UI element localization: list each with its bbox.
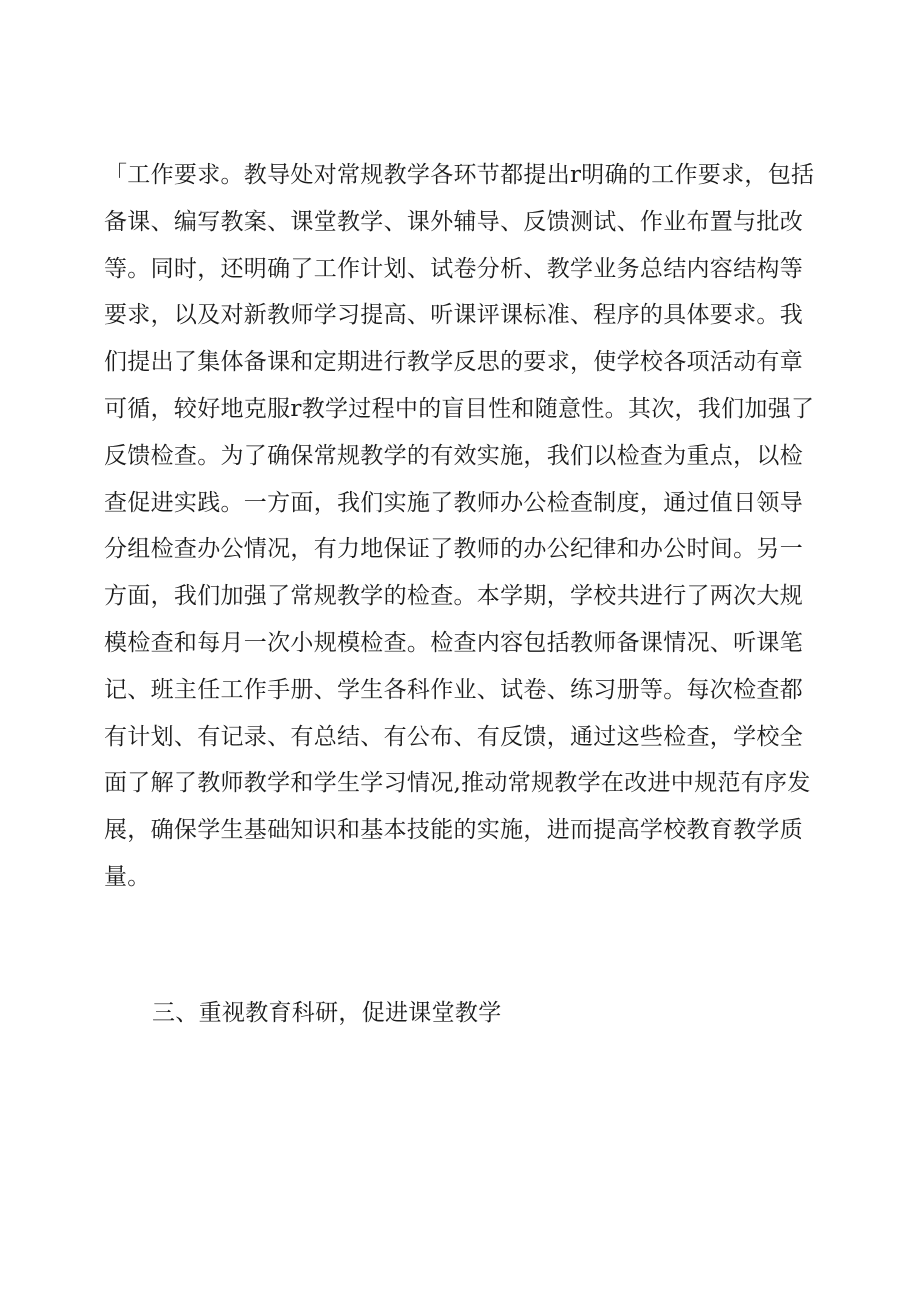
paragraph-line: 记、班主任工作手册、学生各科作业、试卷、练习册等。每次检查都 [104, 676, 803, 703]
paragraph-line: 等。同时，还明确了工作计划、试卷分析、教学业务总结内容结构等 [104, 255, 803, 282]
paragraph-line: 要求，以及对新教师学习提高、听课评课标准、程序的具体要求。我 [104, 302, 803, 329]
paragraph-line: 查促进实践。一方面，我们实施了教师办公检查制度，通过值日领导 [104, 489, 803, 516]
paragraph-line: 模检查和每月一次小规模检查。检查内容包括教师备课情况、听课笔 [104, 629, 803, 656]
paragraph-line: 可循，较好地克服r教学过程中的盲目性和随意性。其次，我们加强了 [104, 395, 815, 422]
section-heading: 三、重视教育科研，促进课堂教学 [152, 1000, 502, 1026]
paragraph-line: 备课、编写教案、课堂教学、课外辅导、反馈测试、作业布置与批改 [104, 208, 803, 235]
body-paragraph [104, 152, 820, 901]
paragraph-line: 们提出了集体备课和定期进行教学反思的要求，使学校各项活动有章 [104, 349, 803, 376]
paragraph-line: 有计划、有记录、有总结、有公布、有反馈，通过这些检查，学校全 [104, 723, 803, 750]
paragraph-line: 面了解了教师教学和学生学习情况,推动常规教学在改进中规范有序发 [104, 770, 811, 797]
paragraph-line: 分组检查办公情况，有力地保证了教师的办公纪律和办公时间。另一 [104, 536, 803, 563]
paragraph-line: 方面，我们加强了常规教学的检查。本学期，学校共进行了两次大规 [104, 583, 803, 610]
paragraph-line: 「工作要求。教导处对常规教学各环节都提出r明确的工作要求，包括 [104, 162, 815, 188]
paragraph-line: 展，确保学生基础知识和基本技能的实施，进而提高学校教育教学质 [104, 817, 803, 844]
paragraph-line: 反馈检查。为了确保常规教学的有效实施，我们以检查为重点，以检 [104, 442, 803, 469]
paragraph-line: 量。 [104, 863, 151, 890]
